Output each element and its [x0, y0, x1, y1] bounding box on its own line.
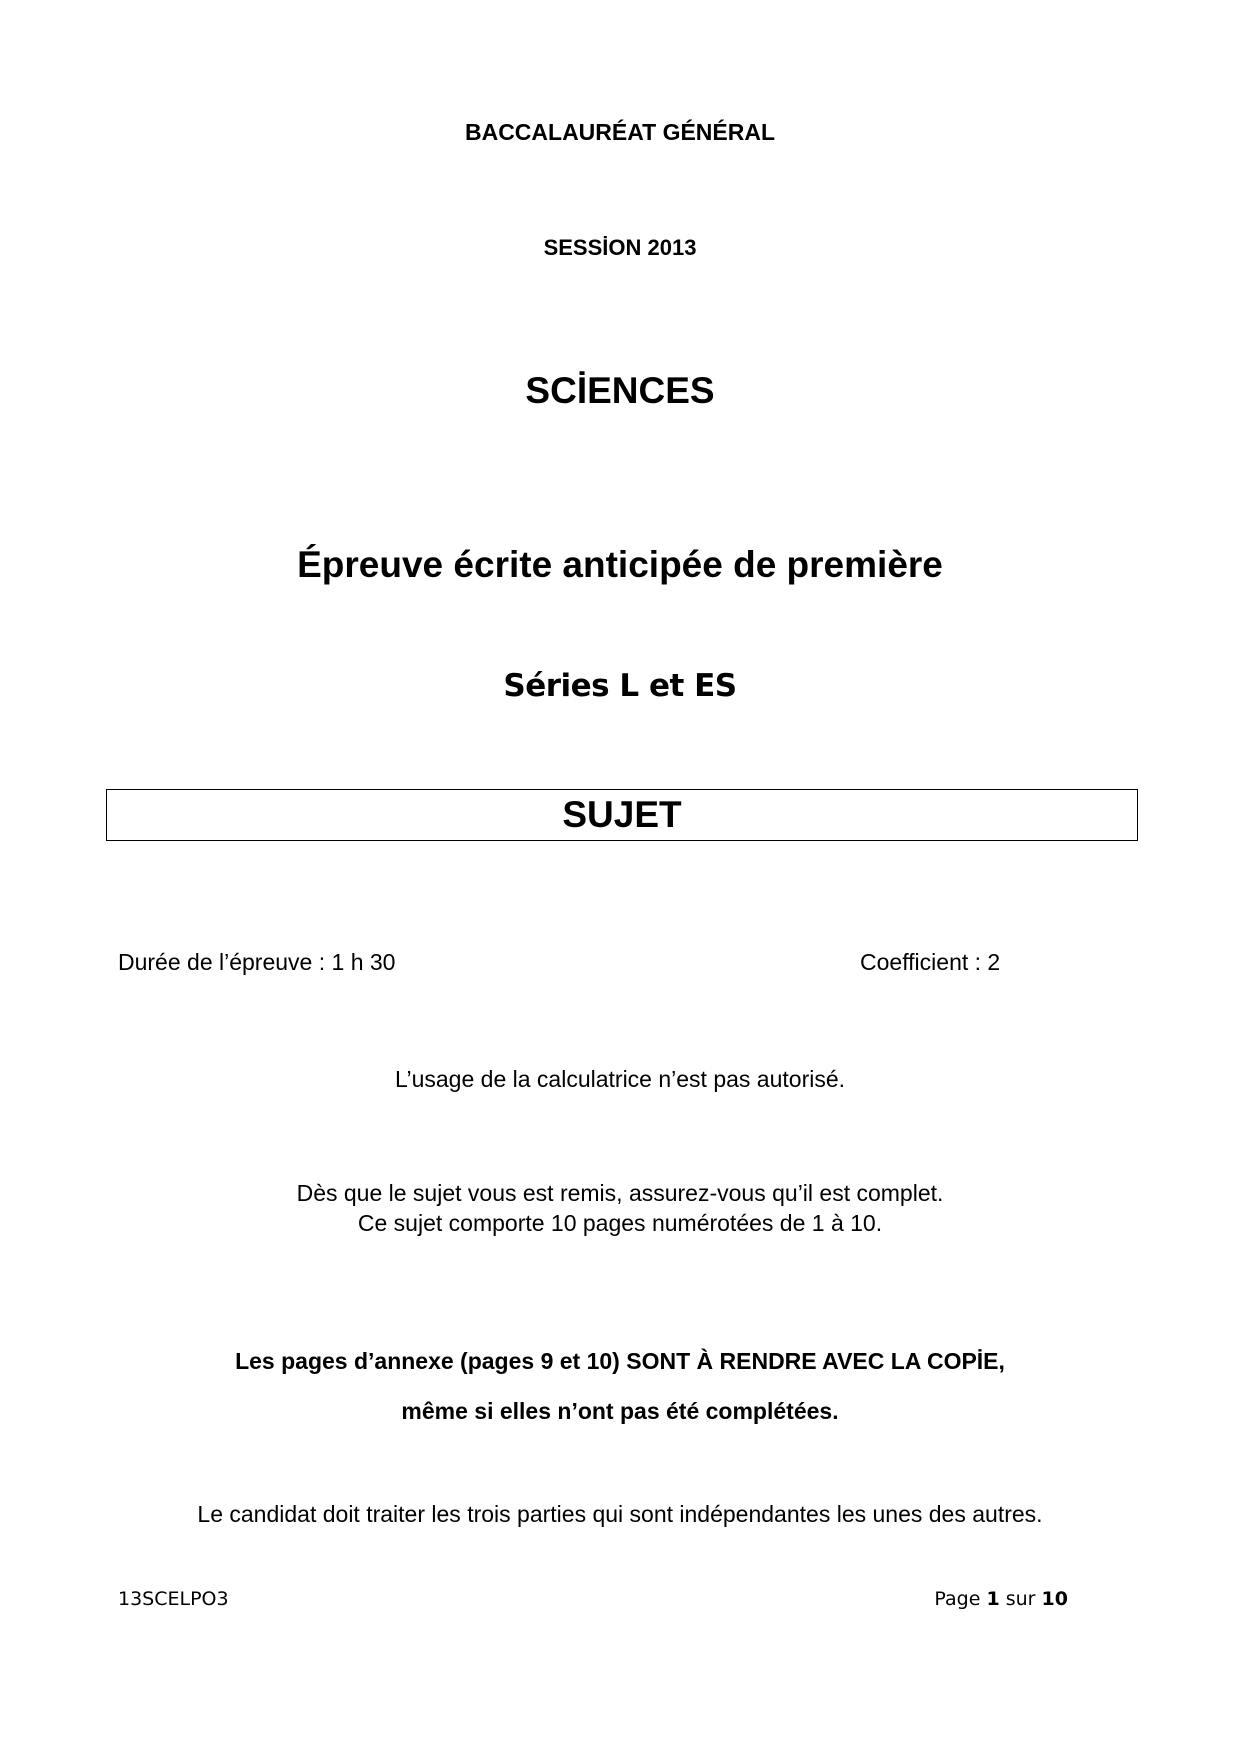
- completeness-notice: Dès que le sujet vous est remis, assurez-vous qu’il est complet.: [296, 1180, 944, 1206]
- coefficient-text: Coefficient : 2: [860, 949, 1001, 975]
- footer-page-number: [934, 1588, 1068, 1610]
- page-prefix: Page: [934, 1588, 987, 1610]
- session-year: SESSİON 2013: [543, 235, 697, 260]
- candidate-instructions: Le candidat doit traiter les trois parties qui sont indépendantes les unes des autres.: [197, 1501, 1043, 1527]
- epreuve-title: Épreuve écrite anticipée de première: [297, 544, 943, 585]
- page-total: 10: [1041, 1588, 1068, 1610]
- page-middle: sur: [999, 1588, 1042, 1610]
- calculator-notice: L’usage de la calculatrice n’est pas autorisé.: [394, 1066, 846, 1092]
- duration-text: Durée de l’épreuve : 1 h 30: [118, 949, 396, 975]
- annex-notice-line2: même si elles n’ont pas été complétées.: [401, 1398, 839, 1424]
- exam-title: BACCALAURÉAT GÉNÉRAL: [464, 119, 776, 145]
- series-label: Séries L et ES: [503, 668, 737, 704]
- sujet-box: SUJET: [106, 789, 1138, 841]
- subject-title: SCİENCES: [525, 370, 715, 411]
- footer-code: 13SCELPO3: [118, 1588, 229, 1610]
- annex-notice-line1: Les pages d’annexe (pages 9 et 10) SONT À RENDRE AVEC LA COPİE,: [235, 1348, 1005, 1374]
- page-count-notice: Ce sujet comporte 10 pages numérotées de 1 à 10.: [357, 1210, 883, 1236]
- page-current: 1: [986, 1588, 1000, 1610]
